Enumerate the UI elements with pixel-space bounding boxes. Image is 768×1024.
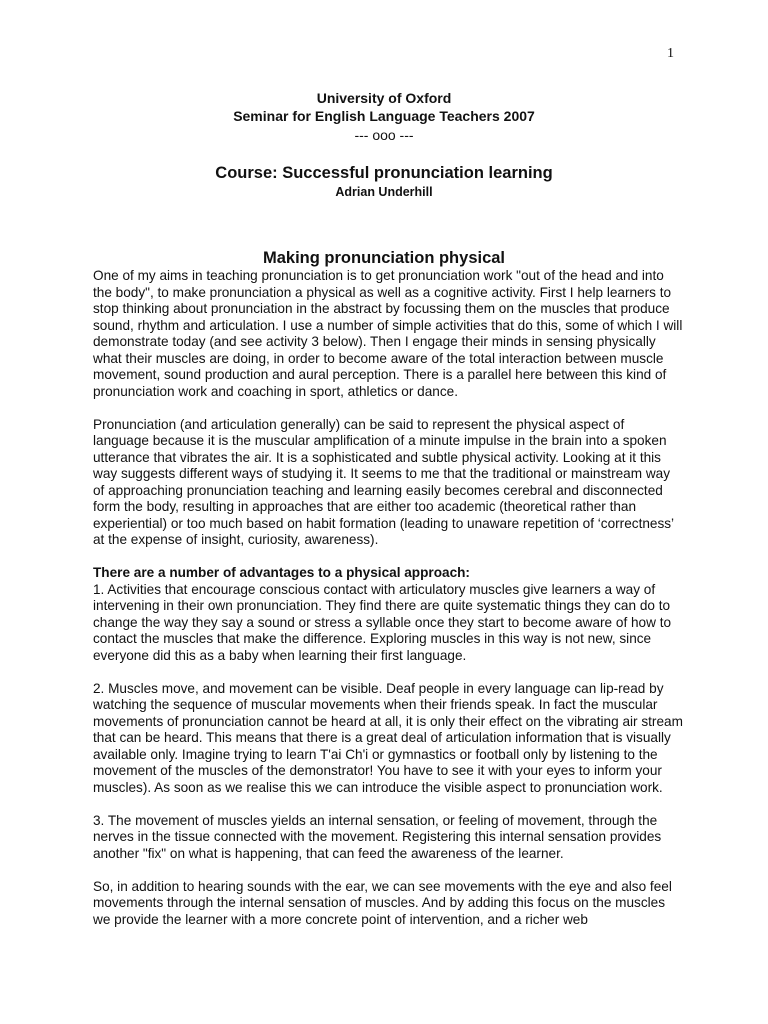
advantage-item: 2. Muscles move, and movement can be visible. Deaf people in every language can lip-read by watching the sequence of muscular movements when their friends speak. In fact the muscular movements of pronunciation cannot be heard at all, it is only their effect on the vibrating air stream that can be heard. This means that there is a great deal of articulation information that is visually available only. Imagine trying to learn T'ai Ch'i or gymnastics or football only by listening to the movement of the muscles of the demonstrator! You have to see it with your eyes to inform your muscles). As soon as we realise this we can introduce the visible aspect to pronunciation work. bbox=[93, 680, 683, 795]
course-title: Course: Successful pronunciation learning bbox=[215, 164, 553, 182]
section-title: Making pronunciation physical bbox=[262, 249, 506, 267]
page-number: 1 bbox=[667, 46, 674, 61]
author-name: Adrian Underhill bbox=[335, 185, 433, 199]
advantage-item: 1. Activities that encourage conscious contact with articulatory muscles give learners a way of intervening in their own pronunciation. They find there are quite systematic things they can do to change the way they say a sound or stress a syllable once they start to become aware of how to contact the muscles that make the difference. Exploring muscles in this way is not new, since everyone did this as a baby when learning their first language. bbox=[93, 581, 672, 663]
advantages-heading: There are a number of advantages to a physical approach: bbox=[93, 565, 470, 580]
paragraph: One of my aims in teaching pronunciation is to get pronunciation work "out of the head and into the body", to make pronunciation a physical as well as a cognitive activity. First I help learners to stop thinking about pronunciation in the abstract by focussing them on the muscles that produce sound, rhythm and articulation. I use a number of simple activities that do this, some of which I will demonstrate today (and see activity 3 below). Then I engage their minds in sensing physically what their muscles are doing, in order to become aware of the total interaction between muscle movement, sound production and aural perception. There is a parallel here between this kind of pronunciation work and coaching in sport, athletics or dance. bbox=[93, 268, 683, 399]
seminar-title: Seminar for English Language Teachers 2007 bbox=[233, 108, 535, 124]
paragraph: Pronunciation (and articulation generally) can be said to represent the physical aspect of language because it is the muscular amplification of a minute impulse in the brain into a spoken utterance that vibrates the air. It is a sophisticated and subtle physical activity. Looking at it this way suggests different ways of studying it. It seems to me that the traditional or mainstream way of approaching pronunciation teaching and learning easily becomes cerebral and disconnected form the body, resulting in approaches that are either too academic (theoretical rather than experiential) or too much based on habit formation (leading to unaware repetition of ‘correctness’ at the expense of insight, curiosity, awareness). bbox=[93, 416, 674, 547]
separator: --- ooo --- bbox=[354, 127, 414, 143]
document-body bbox=[93, 268, 683, 945]
advantage-item: 3. The movement of muscles yields an internal sensation, or feeling of movement, through the nerves in the tissue connected with the movement. Registering this internal sensation provides another "fix" on what is happening, that can feed the awareness of the learner. bbox=[93, 812, 662, 861]
institution-title: University of Oxford bbox=[316, 90, 452, 106]
closing-paragraph: So, in addition to hearing sounds with the ear, we can see movements with the eye and also feel movements through the internal sensation of muscles. And by adding this focus on the muscles we provide the learner with a more concrete point of intervention, and a richer web bbox=[93, 878, 672, 927]
